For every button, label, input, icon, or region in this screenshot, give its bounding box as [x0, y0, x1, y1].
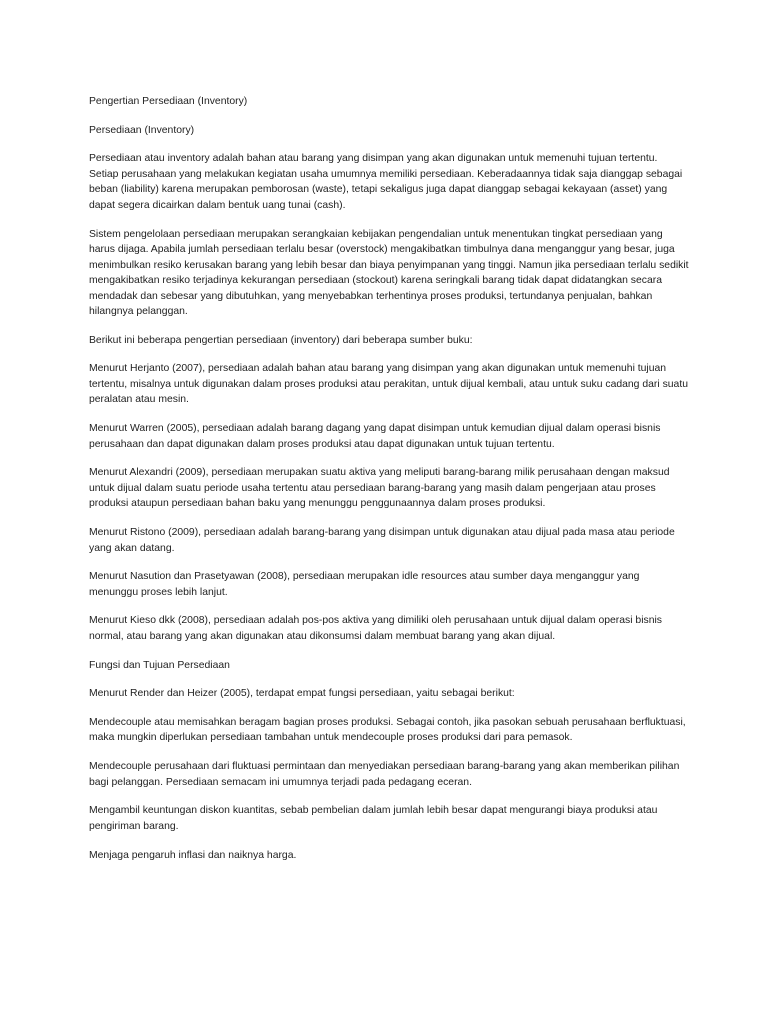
section-heading: Fungsi dan Tujuan Persediaan [89, 659, 230, 671]
paragraph: Sistem pengelolaan persediaan merupakan serangkaian kebijakan pengendalian untuk menentukan tingkat persediaan yang harus dijaga. Apabila jumlah persediaan terlalu besar (overstock) mengakibatkan timbulnya dana menganggur yang besar, juga menimbulkan resiko kerusakan barang yang lebih besar dan biaya penyimpanan yang tinggi. Namun jika persediaan terlalu sedikit mengakibatkan resiko terjadinya kekurangan persediaan (stockout) karena seringkali barang tidak dapat didatangkan secara mendadak dan sebesar yang dibutuhkan, yang menyebabkan terhentinya proses produksi, tertundanya penjualan, bahkan hilangnya pelanggan. [89, 228, 689, 318]
paragraph: Menurut Warren (2005), persediaan adalah barang dagang yang dapat disimpan untuk kemudian dijual dalam operasi bisnis perusahaan dan dapat digunakan dalam proses produksi atau dapat digunakan untuk tujuan tertentu. [89, 423, 661, 450]
paragraph: Persediaan atau inventory adalah bahan atau barang yang disimpan yang akan digunakan untuk memenuhi tujuan tertentu. Setiap perusahaan yang melakukan kegiatan usaha umumnya memiliki persediaan. Keberadaannya tidak saja dianggap sebagai beban (liability) karena merupakan pemborosan (waste), tetapi sekaligus juga dapat dianggap sebagai kekayaan (asset) yang dapat segera dicairkan dalam bentuk uang tunai (cash). [89, 153, 683, 211]
paragraph: Menurut Render dan Heizer (2005), terdapat empat fungsi persediaan, yaitu sebagai berikut: [89, 688, 515, 700]
paragraph: Mendecouple perusahaan dari fluktuasi permintaan dan menyediakan persediaan barang-barang yang akan memberikan pilihan bagi pelanggan. Persediaan semacam ini umumnya terjadi pada pedagang eceran. [89, 761, 680, 788]
document-page [89, 94, 689, 876]
paragraph: Menjaga pengaruh inflasi dan naiknya harga. [89, 849, 297, 861]
paragraph: Berikut ini beberapa pengertian persediaan (inventory) dari beberapa sumber buku: [89, 334, 473, 346]
paragraph: Menurut Kieso dkk (2008), persediaan adalah pos-pos aktiva yang dimiliki oleh perusahaan untuk dijual dalam operasi bisnis normal, atau barang yang akan digunakan atau dikonsumsi dalam membuat barang yang akan dijual. [89, 615, 662, 642]
paragraph: Mengambil keuntungan diskon kuantitas, sebab pembelian dalam jumlah lebih besar dapat mengurangi biaya produksi atau pengiriman barang. [89, 805, 658, 832]
paragraph: Menurut Herjanto (2007), persediaan adalah bahan atau barang yang disimpan yang akan digunakan untuk memenuhi tujuan tertentu, misalnya untuk digunakan dalam proses produksi atau perakitan, untuk dijual kembali, atau untuk suku cadang dari suatu peralatan atau mesin. [89, 363, 688, 406]
paragraph: Menurut Alexandri (2009), persediaan merupakan suatu aktiva yang meliputi barang-barang milik perusahaan dengan maksud untuk dijual dalam suatu periode usaha tertentu atau persediaan barang-barang yang masih dalam pengerjaan atau proses produksi ataupun persediaan bahan baku yang menunggu penggunaannya dalam proses produksi. [89, 467, 670, 510]
paragraph: Mendecouple atau memisahkan beragam bagian proses produksi. Sebagai contoh, jika pasokan sebuah perusahaan berfluktuasi, maka mungkin diperlukan persediaan tambahan untuk mendecouple proses produksi dari para pemasok. [89, 716, 686, 744]
paragraph: Menurut Nasution dan Prasetyawan (2008), persediaan merupakan idle resources atau sumber daya menganggur yang menunggu proses lebih lanjut. [89, 571, 640, 598]
paragraph: Menurut Ristono (2009), persediaan adalah barang-barang yang disimpan untuk digunakan atau dijual pada masa atau periode yang akan datang. [89, 527, 675, 554]
document-title: Pengertian Persediaan (Inventory) [89, 96, 248, 107]
section-heading: Persediaan (Inventory) [89, 124, 195, 136]
